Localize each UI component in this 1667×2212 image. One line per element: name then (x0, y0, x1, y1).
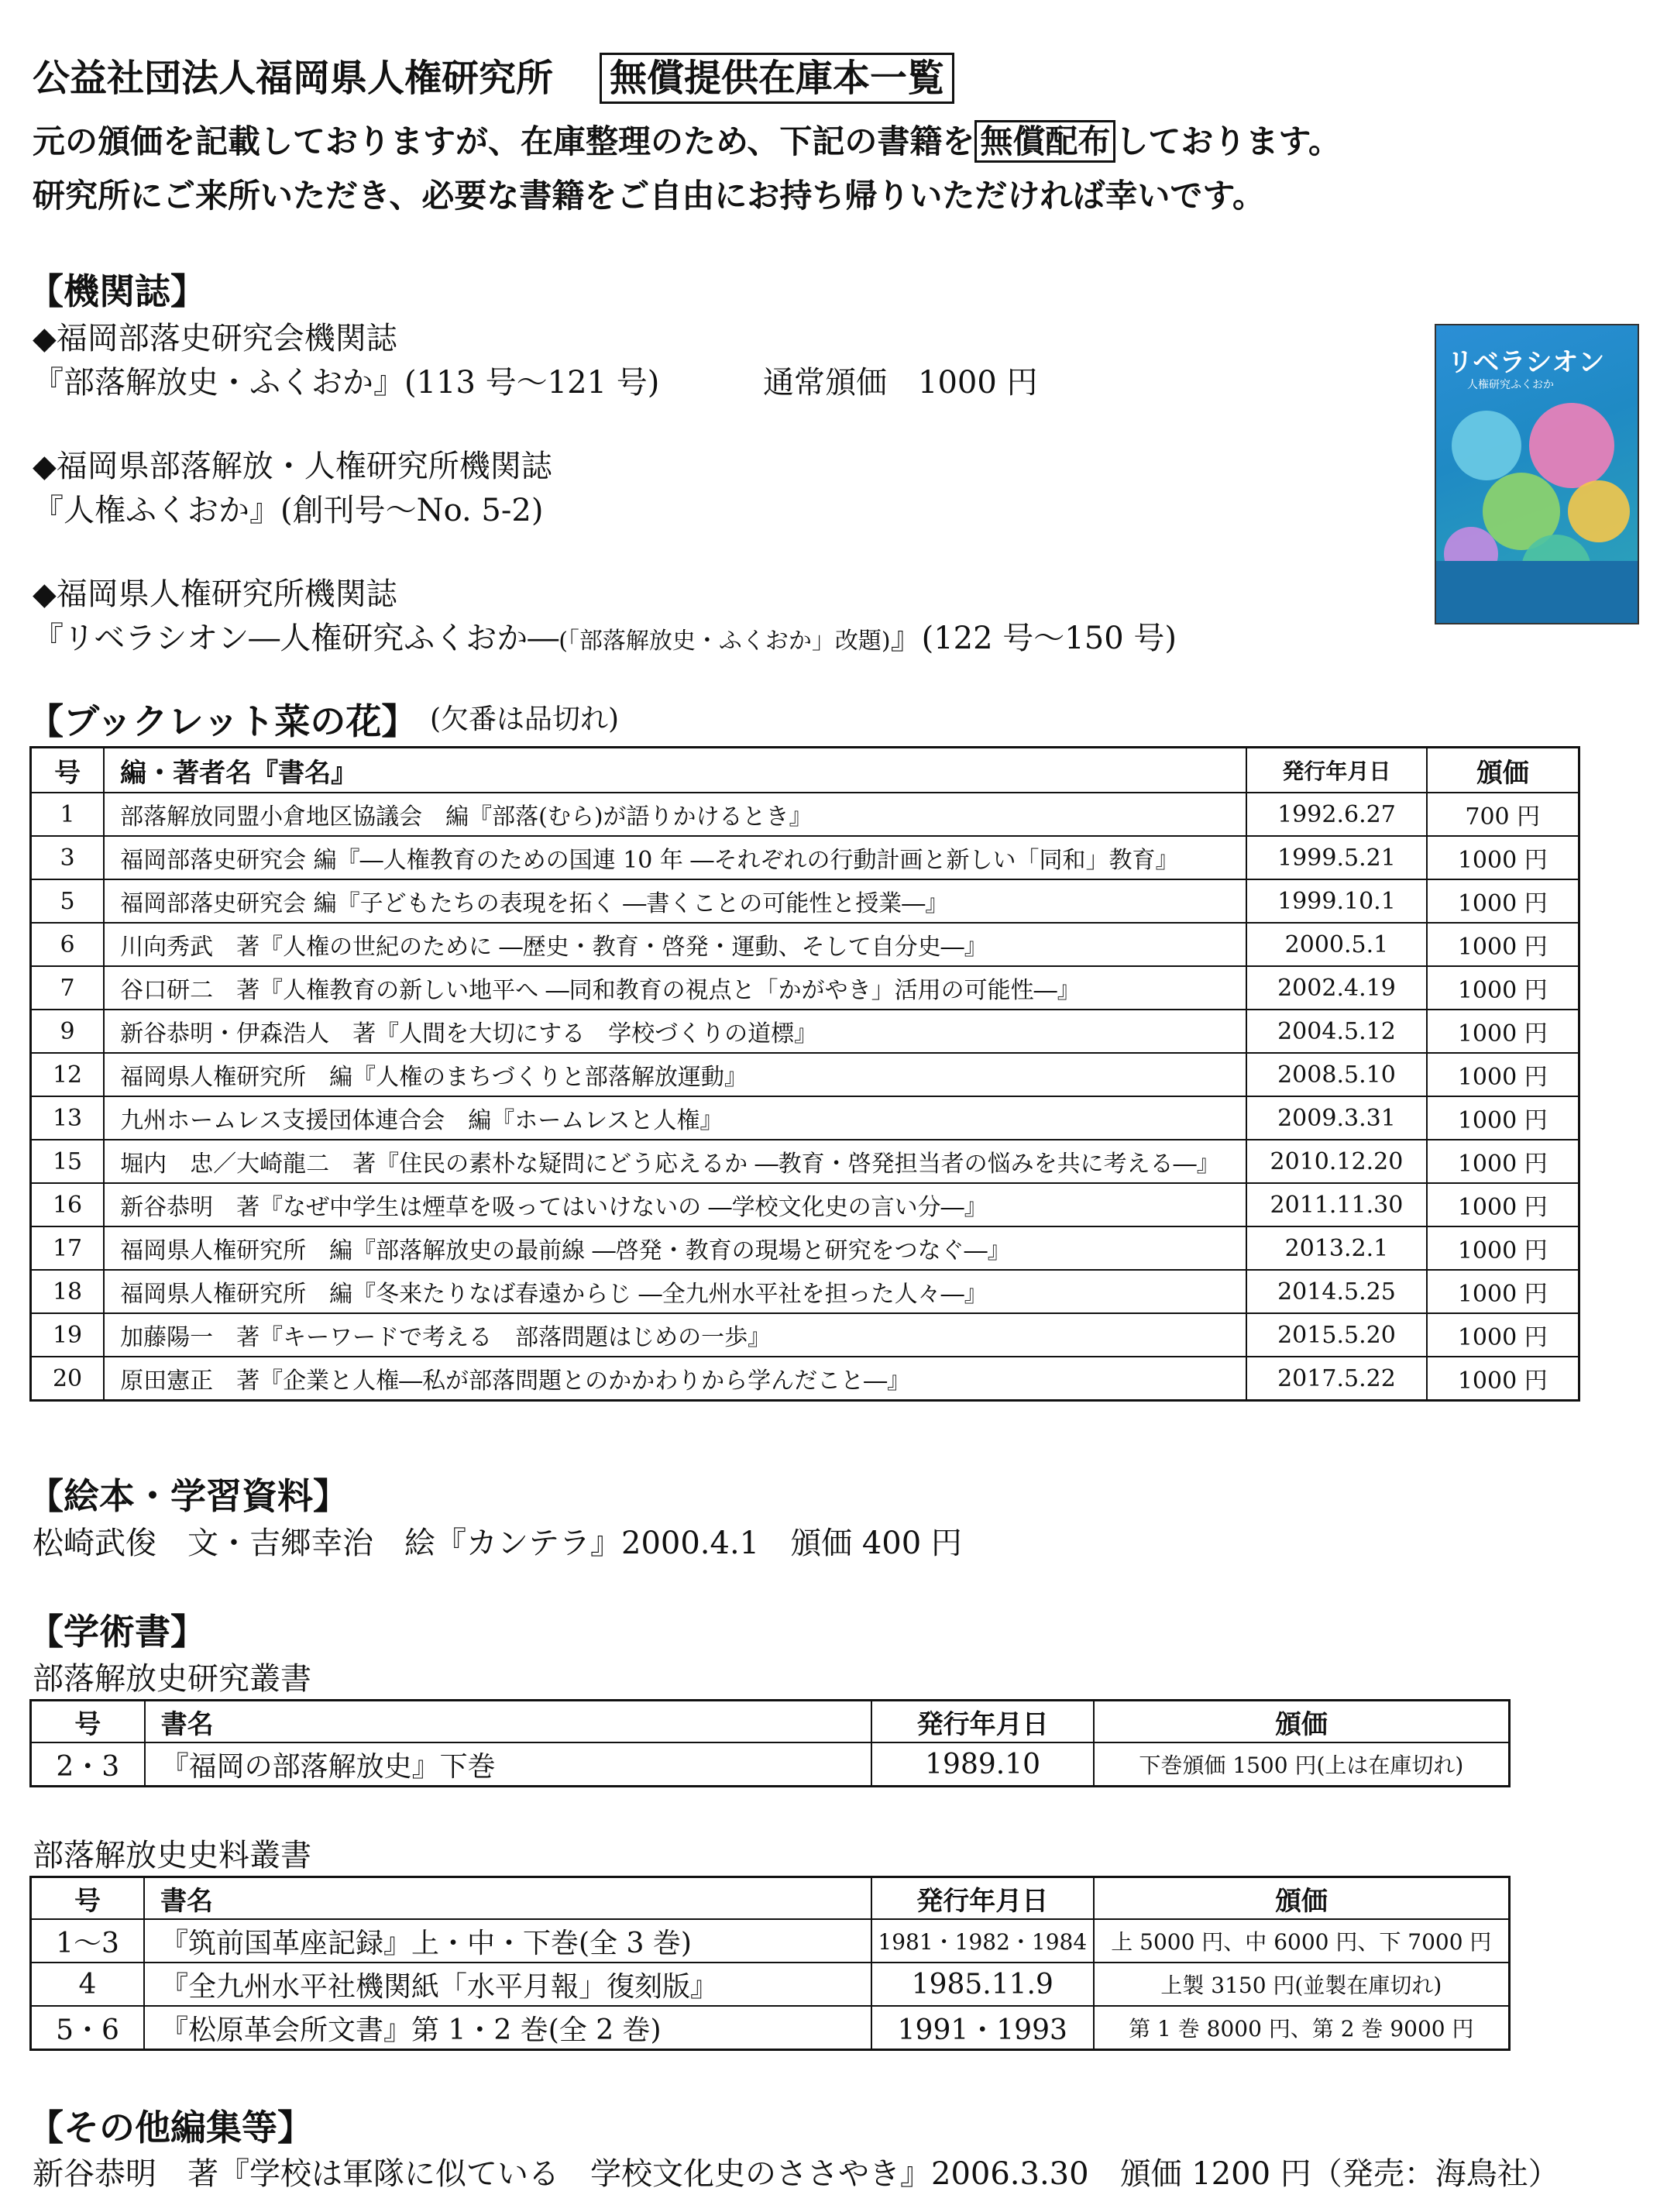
magazine-cover-image (1435, 324, 1639, 624)
table-row (31, 966, 1579, 1010)
row-date: 2011.11.30 (1246, 1183, 1426, 1226)
ehon-line: 松崎武俊 文・吉郷幸治 絵『カンテラ』2000.4.1 頒価 400 円 (33, 1526, 962, 1561)
row-price: 1000 円 (1427, 1183, 1579, 1226)
row-date: 2000.5.1 (1246, 923, 1426, 966)
row-title: 新谷恭明 著『なぜ中学生は煙草を吸ってはいけないの ―学校文化史の言い分―』 (104, 1183, 1246, 1226)
series1-table-header (31, 1701, 1510, 1743)
table-row (31, 793, 1579, 836)
table-row (31, 879, 1579, 923)
row-price: 1000 円 (1427, 966, 1579, 1010)
col-header-date: 発行年月日 (1246, 748, 1426, 793)
booklet-note: (欠番は品切れ) (430, 704, 620, 735)
booklet-table (29, 746, 1580, 1402)
row-date: 2015.5.20 (1246, 1313, 1426, 1357)
row-title: 原田憲正 著『企業と人権―私が部落問題とのかかわりから学んだこと―』 (104, 1357, 1246, 1401)
row-no: 2・3 (31, 1742, 145, 1787)
table-row (31, 1010, 1579, 1053)
kikanshi-item-1-line2: 『部落解放史・ふくおか』(113 号～121 号) (33, 365, 660, 401)
kikanshi-item-3-title: 『リベラシオン―人権研究ふくおか― (33, 621, 559, 656)
col-header-date: 発行年月日 (871, 1877, 1094, 1920)
row-no: 20 (31, 1357, 105, 1401)
col-header-title: 書名 (144, 1877, 871, 1920)
row-title: 福岡県人権研究所 編『人権のまちづくりと部落解放運動』 (104, 1053, 1246, 1096)
row-title: 『筑前国革座記録』上・中・下巻(全 3 巻) (144, 1919, 871, 1963)
series2-name: 部落解放史史料叢書 (33, 1838, 311, 1873)
col-header-price: 頒価 (1427, 748, 1579, 793)
table-row (31, 2006, 1510, 2050)
row-date: 2009.3.31 (1246, 1096, 1426, 1140)
cover-title: リベラシオン (1447, 347, 1605, 378)
intro-text-b: しております。 (1115, 122, 1341, 160)
row-title: 福岡県人権研究所 編『冬来たりなば春遠からじ ―全九州水平社を担った人々―』 (104, 1270, 1246, 1313)
col-header-no: 号 (31, 1701, 145, 1743)
intro-text-a: 元の頒価を記載しておりますが、在庫整理のため、下記の書籍を (33, 122, 975, 160)
table-row (31, 836, 1579, 879)
row-no: 15 (31, 1140, 105, 1183)
row-date: 2014.5.25 (1246, 1270, 1426, 1313)
row-title: 谷口研二 著『人権教育の新しい地平へ ―同和教育の視点と「かがやき」活用の可能性―』 (104, 966, 1246, 1010)
row-no: 12 (31, 1053, 105, 1096)
booklet-table-header (31, 748, 1579, 793)
row-no: 13 (31, 1096, 105, 1140)
row-price: 1000 円 (1427, 1096, 1579, 1140)
sonota-line: 新谷恭明 著『学校は軍隊に似ている 学校文化史のささやき』2006.3.30 頒価 1200 円（発売：海鳥社） (33, 2156, 1559, 2192)
row-price: 1000 円 (1427, 879, 1579, 923)
row-no: 3 (31, 836, 105, 879)
row-price: 1000 円 (1427, 923, 1579, 966)
table-row (31, 1742, 1510, 1787)
cover-subtitle: 人権研究ふくおか (1467, 379, 1554, 391)
row-price: 700 円 (1427, 793, 1579, 836)
kikanshi-item-3-range: 』(122 号～150 号) (890, 621, 1177, 656)
kikanshi-item-1-price: 通常頒価 1000 円 (763, 365, 1038, 401)
table-row (31, 1140, 1579, 1183)
series1-name: 部落解放史研究叢書 (33, 1661, 311, 1697)
table-row (31, 1096, 1579, 1140)
table-row (31, 1919, 1510, 1963)
row-no: 1 (31, 793, 105, 836)
row-price: 上製 3150 円(並製在庫切れ) (1094, 1963, 1510, 2006)
col-header-no: 号 (31, 1877, 145, 1920)
series2-table-header (31, 1877, 1510, 1920)
row-price: 上 5000 円、中 6000 円、下 7000 円 (1094, 1919, 1510, 1963)
org-name: 公益社団法人福岡県人権研究所 (33, 57, 554, 100)
row-date: 2013.2.1 (1246, 1226, 1426, 1270)
row-title: 部落解放同盟小倉地区協議会 編『部落(むら)が語りかけるとき』 (104, 793, 1246, 836)
section-heading-ehon: 【絵本・学習資料】 (28, 1475, 349, 1517)
row-date: 1985.11.9 (871, 1963, 1094, 2006)
row-no: 1～3 (31, 1919, 145, 1963)
kikanshi-item-3-line2 (33, 614, 1177, 658)
section-heading-kikanshi: 【機関誌】 (28, 270, 206, 312)
row-title: 新谷恭明・伊森浩人 著『人間を大切にする 学校づくりの道標』 (104, 1010, 1246, 1053)
row-no: 4 (31, 1963, 145, 2006)
row-no: 9 (31, 1010, 105, 1053)
row-date: 2002.4.19 (1246, 966, 1426, 1010)
series2-table (29, 1876, 1511, 2051)
row-date: 1991・1993 (871, 2006, 1094, 2050)
row-date: 1981・1982・1984 (871, 1919, 1094, 1963)
page-header (33, 48, 954, 101)
intro-boxed-text: 無償配布 (974, 120, 1115, 163)
table-row (31, 1963, 1510, 2006)
row-title: 福岡部落史研究会 編『―人権教育のための国連 10 年 ―それぞれの行動計画と新しい「同和」教育』 (104, 836, 1246, 879)
row-no: 7 (31, 966, 105, 1010)
row-date: 1992.6.27 (1246, 793, 1426, 836)
row-price: 1000 円 (1427, 1270, 1579, 1313)
col-header-title: 編・著者名『書名』 (104, 748, 1246, 793)
intro-line-1 (33, 116, 1341, 163)
table-row (31, 1226, 1579, 1270)
row-title: 『福岡の部落解放史』下巻 (145, 1742, 872, 1787)
row-price: 1000 円 (1427, 1010, 1579, 1053)
series1-table (29, 1699, 1511, 1787)
col-header-price: 頒価 (1094, 1877, 1510, 1920)
row-title: 福岡部落史研究会 編『子どもたちの表現を拓く ―書くことの可能性と授業―』 (104, 879, 1246, 923)
table-row (31, 1053, 1579, 1096)
col-header-no: 号 (31, 748, 105, 793)
row-price: 1000 円 (1427, 836, 1579, 879)
row-no: 18 (31, 1270, 105, 1313)
row-no: 17 (31, 1226, 105, 1270)
kikanshi-item-1-line1: ◆福岡部落史研究会機関誌 (33, 321, 397, 356)
col-header-title: 書名 (145, 1701, 872, 1743)
row-title: 九州ホームレス支援団体連合会 編『ホームレスと人権』 (104, 1096, 1246, 1140)
row-price: 1000 円 (1427, 1313, 1579, 1357)
row-price: 1000 円 (1427, 1357, 1579, 1401)
row-title: 福岡県人権研究所 編『部落解放史の最前線 ―啓発・教育の現場と研究をつなぐ―』 (104, 1226, 1246, 1270)
table-row (31, 1183, 1579, 1226)
doc-title: 無償提供在庫本一覧 (600, 53, 954, 104)
row-date: 2008.5.10 (1246, 1053, 1426, 1096)
row-title: 堀内 忠／大崎龍二 著『住民の素朴な疑問にどう応えるか ―教育・啓発担当者の悩みを共に考える―』 (104, 1140, 1246, 1183)
table-row (31, 1313, 1579, 1357)
col-header-date: 発行年月日 (871, 1701, 1093, 1743)
row-no: 6 (31, 923, 105, 966)
row-date: 2004.5.12 (1246, 1010, 1426, 1053)
row-title: 『全九州水平社機関紙「水平月報」復刻版』 (144, 1963, 871, 2006)
row-price: 1000 円 (1427, 1053, 1579, 1096)
section-heading-gakujutsu: 【学術書】 (28, 1611, 206, 1653)
section-heading-sonota: 【その他編集等】 (28, 2107, 313, 2148)
kikanshi-item-3-line1: ◆福岡県人権研究所機関誌 (33, 576, 397, 612)
table-row (31, 1270, 1579, 1313)
section-heading-booklet: 【ブックレット菜の花】 (28, 700, 418, 742)
row-date: 2010.12.20 (1246, 1140, 1426, 1183)
row-date: 1999.5.21 (1246, 836, 1426, 879)
col-header-price: 頒価 (1094, 1701, 1510, 1743)
intro-line-2: 研究所にご来所いただき、必要な書籍をご自由にお持ち帰りいただければ幸いです。 (33, 177, 1265, 215)
row-no: 5 (31, 879, 105, 923)
table-row (31, 1357, 1579, 1401)
row-date: 1999.10.1 (1246, 879, 1426, 923)
row-price: 下巻頒価 1500 円(上は在庫切れ) (1094, 1742, 1510, 1787)
row-date: 2017.5.22 (1246, 1357, 1426, 1401)
row-price: 1000 円 (1427, 1226, 1579, 1270)
row-title: 『松原革会所文書』第 1・2 巻(全 2 巻) (144, 2006, 871, 2050)
kikanshi-item-2-line2: 『人権ふくおか』(創刊号～No. 5-2) (33, 493, 544, 528)
row-title: 川向秀武 著『人権の世紀のために ―歴史・教育・啓発・運動、そして自分史―』 (104, 923, 1246, 966)
row-no: 19 (31, 1313, 105, 1357)
row-title: 加藤陽一 著『キーワードで考える 部落問題はじめの一歩』 (104, 1313, 1246, 1357)
kikanshi-item-3-note: (「部落解放史・ふくおか」改題) (559, 628, 891, 655)
row-price: 第 1 巻 8000 円、第 2 巻 9000 円 (1094, 2006, 1510, 2050)
row-no: 16 (31, 1183, 105, 1226)
row-date: 1989.10 (871, 1742, 1093, 1787)
row-price: 1000 円 (1427, 1140, 1579, 1183)
table-row (31, 923, 1579, 966)
kikanshi-item-2-line1: ◆福岡県部落解放・人権研究所機関誌 (33, 449, 552, 484)
row-no: 5・6 (31, 2006, 145, 2050)
